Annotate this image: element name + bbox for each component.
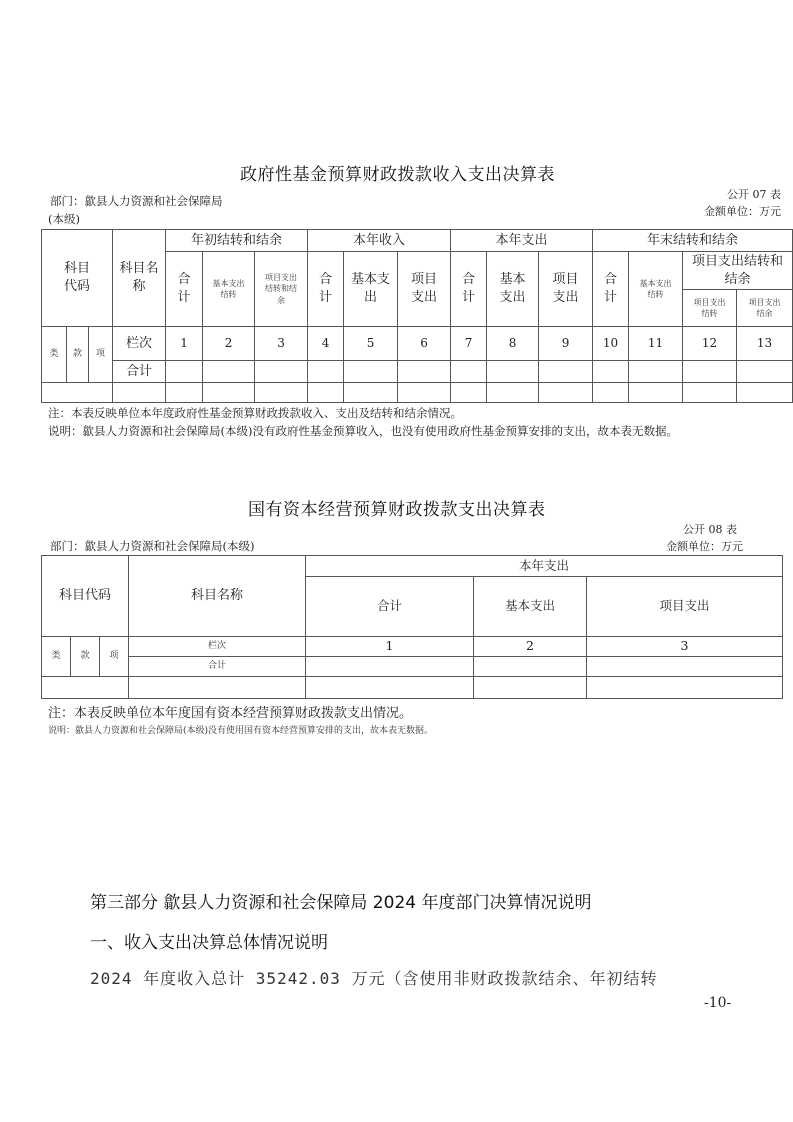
header-subject-name: 科目名称: [129, 556, 306, 637]
column-number: 12: [683, 327, 737, 361]
table2-unit: 金额单位：万元: [666, 540, 743, 553]
table-row-empty: [42, 383, 793, 403]
row-total-label: 合计: [113, 361, 166, 383]
header-begin-basic: 基本支出结转: [203, 252, 255, 327]
cell: [203, 361, 255, 383]
cell: [474, 677, 587, 699]
header-income-total: 合计: [308, 252, 344, 327]
row-index-label: 栏次: [113, 327, 166, 361]
column-number: 1: [166, 327, 203, 361]
header-end-project-balance: 项目支出结余: [737, 290, 793, 327]
header-kuan: 款: [71, 637, 100, 677]
cell: [344, 361, 398, 383]
header-begin-project: 项目支出结转和结余: [255, 252, 308, 327]
header-subject-code: 科目代码: [42, 556, 129, 637]
header-end-project-carry: 项目支出结转: [683, 290, 737, 327]
table1-unit: 金额单位：万元: [704, 205, 781, 218]
column-number: 8: [487, 327, 539, 361]
row-total-label: 合计: [129, 657, 306, 677]
cell: [113, 383, 166, 403]
cell: [487, 361, 539, 383]
cell: [451, 383, 487, 403]
table-row-total: [42, 361, 793, 383]
header-project: 项目支出: [587, 577, 783, 637]
header-subject-code: 科目代码: [42, 230, 113, 327]
cell: [308, 383, 344, 403]
cell: [344, 383, 398, 403]
header-expense-basic: 基本支出: [487, 252, 539, 327]
column-number: 2: [203, 327, 255, 361]
page-number: -10-: [704, 995, 732, 1011]
column-number: 7: [451, 327, 487, 361]
column-number: 9: [539, 327, 593, 361]
government-fund-table: [41, 229, 793, 403]
table1-explanation: 说明：歙县人力资源和社会保障局(本级)没有政府性基金预算收入，也没有使用政府性基金预算安排的支出，故本表无数据。: [48, 424, 678, 438]
cell: [629, 383, 683, 403]
header-basic: 基本支出: [474, 577, 587, 637]
cell: [487, 383, 539, 403]
header-expense-total: 合计: [451, 252, 487, 327]
section-paragraph: 2024 年度收入总计 35242.03 万元（含使用非财政拨款结余、年初结转: [90, 969, 658, 988]
cell: [255, 383, 308, 403]
header-ending-balance: 年末结转和结余: [593, 230, 793, 252]
cell: [737, 383, 793, 403]
header-current-income: 本年收入: [308, 230, 451, 252]
header-subject-name: 科目名称: [113, 230, 166, 327]
table-row-empty: [42, 677, 783, 699]
table1-note: 注：本表反映单位本年度政府性基金预算财政拨款收入、支出及结转和结余情况。: [48, 406, 462, 420]
cell: [166, 383, 203, 403]
header-current-expense: 本年支出: [451, 230, 593, 252]
cell: [42, 383, 113, 403]
header-kuan: 款: [67, 327, 89, 383]
header-end-total: 合计: [593, 252, 629, 327]
table1-number: 公开 07 表: [727, 188, 781, 201]
header-xiang: 项: [89, 327, 113, 383]
cell: [629, 361, 683, 383]
column-number: 5: [344, 327, 398, 361]
cell: [255, 361, 308, 383]
cell: [539, 383, 593, 403]
header-xiang: 项: [100, 637, 129, 677]
column-number: 1: [306, 637, 474, 657]
cell: [539, 361, 593, 383]
header-lei: 类: [42, 637, 71, 677]
cell: [587, 677, 783, 699]
cell: [398, 361, 451, 383]
cell: [451, 361, 487, 383]
header-lei: 类: [42, 327, 67, 383]
header-beginning-balance: 年初结转和结余: [166, 230, 308, 252]
cell: [593, 383, 629, 403]
table1-department-level: (本级): [48, 212, 80, 226]
table1-department: 部门：歙县人力资源和社会保障局: [50, 194, 223, 208]
table2-explanation: 说明：歙县人力资源和社会保障局(本级)没有使用国有资本经营预算安排的支出，故本表无数据。: [48, 726, 434, 736]
column-number: 3: [587, 637, 783, 657]
header-end-project-group: 项目支出结转和结余: [683, 252, 793, 290]
cell: [306, 677, 474, 699]
cell: [398, 383, 451, 403]
table2-note: 注：本表反映单位本年度国有资本经营预算财政拨款支出情况。: [48, 706, 413, 721]
header-total: 合计: [306, 577, 474, 637]
column-number: 11: [629, 327, 683, 361]
cell: [587, 657, 783, 677]
header-current-expense: 本年支出: [306, 556, 783, 577]
column-number: 4: [308, 327, 344, 361]
table1-title: 政府性基金预算财政拨款收入支出决算表: [240, 165, 555, 185]
cell: [474, 657, 587, 677]
column-number: 6: [398, 327, 451, 361]
section-subheading: 一、收入支出决算总体情况说明: [90, 933, 328, 953]
cell: [683, 383, 737, 403]
table2-title: 国有资本经营预算财政拨款支出决算表: [248, 500, 546, 520]
cell: [203, 383, 255, 403]
cell: [42, 677, 129, 699]
table2-number: 公开 08 表: [683, 523, 737, 536]
cell: [737, 361, 793, 383]
cell: [306, 657, 474, 677]
column-number: 3: [255, 327, 308, 361]
column-number: 10: [593, 327, 629, 361]
cell: [593, 361, 629, 383]
cell: [129, 677, 306, 699]
column-number: 13: [737, 327, 793, 361]
section-heading: 第三部分 歙县人力资源和社会保障局 2024 年度部门决算情况说明: [90, 893, 592, 913]
table2-department: 部门：歙县人力资源和社会保障局(本级): [50, 539, 255, 553]
cell: [683, 361, 737, 383]
header-end-basic: 基本支出结转: [629, 252, 683, 327]
cell: [308, 361, 344, 383]
header-expense-project: 项目支出: [539, 252, 593, 327]
cell: [166, 361, 203, 383]
header-begin-total: 合计: [166, 252, 203, 327]
column-number: 2: [474, 637, 587, 657]
header-income-project: 项目支出: [398, 252, 451, 327]
header-income-basic: 基本支出: [344, 252, 398, 327]
table-row-total: [42, 657, 783, 677]
row-index-label: 栏次: [129, 637, 306, 657]
state-capital-table: [41, 555, 783, 699]
